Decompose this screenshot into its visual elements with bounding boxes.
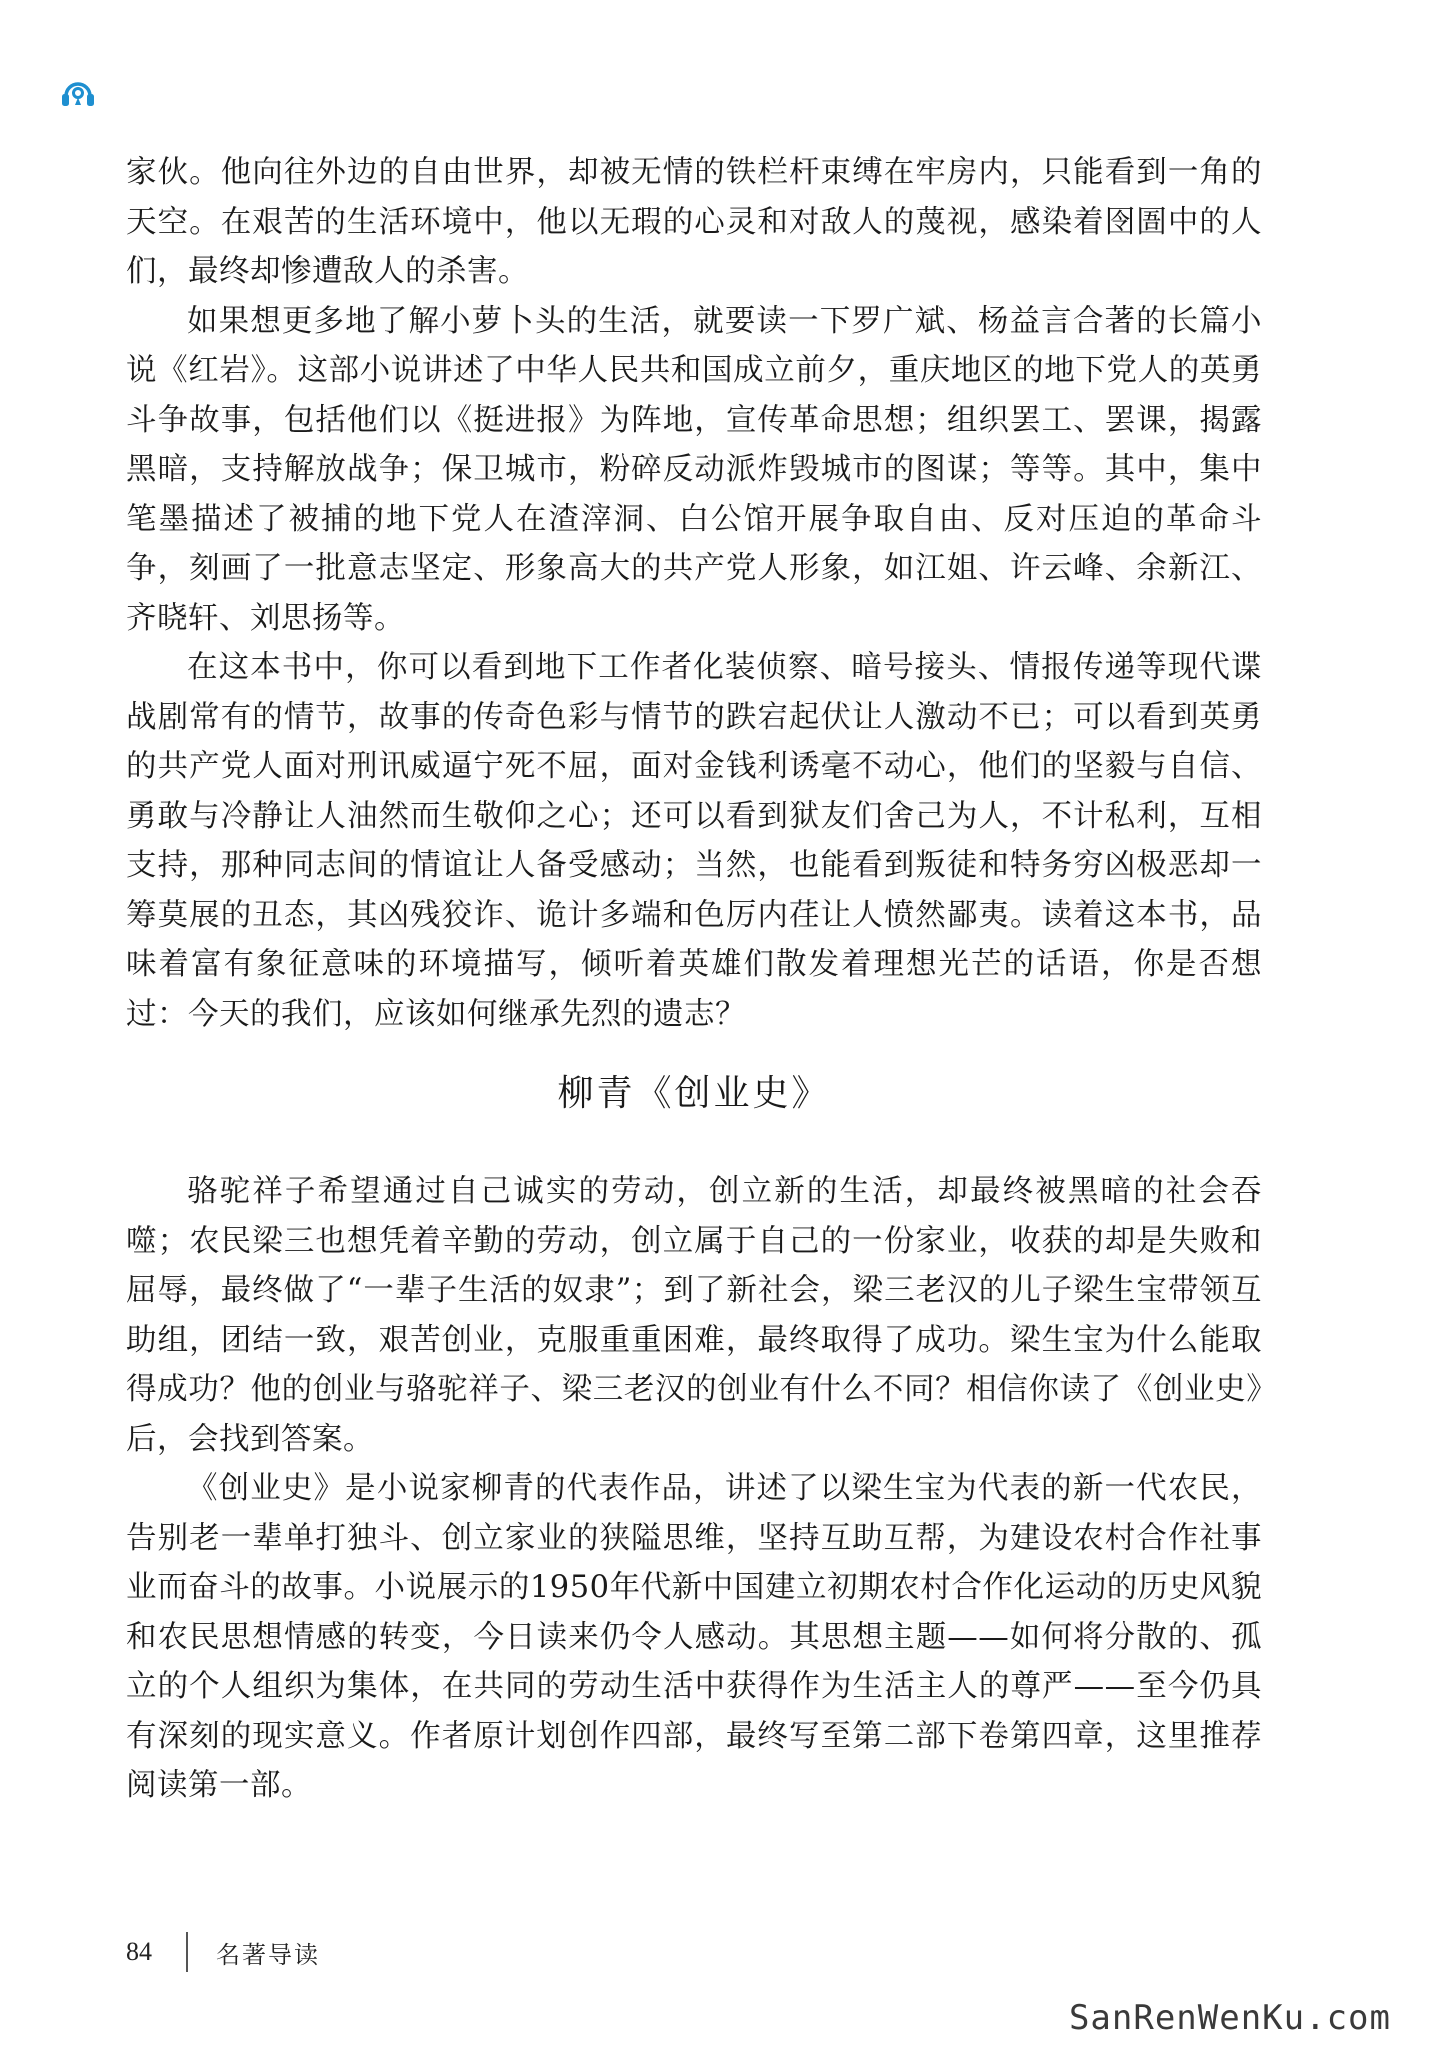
watermark: SanRenWenKu.com	[1068, 1998, 1391, 2038]
paragraph-5: 《创业史》是小说家柳青的代表作品，讲述了以梁生宝为代表的新一代农民，告别老一辈单打独斗、创立家业的狭隘思维，坚持互助互帮，为建设农村合作社事业而奋斗的故事。小说展示的1950年代新中国建立初期农村合作化运动的历史风貌和农民思想情感的转变，今日读来仍令人感动。其思想主题——如何将分散的、孤立的个人组织为集体，在共同的劳动生活中获得作为生活主人的尊严——至今仍具有深刻的现实意义。作者原计划创作四部，最终写至第二部下卷第四章，这里推荐阅读第一部。	[126, 1471, 1262, 1803]
footer-divider	[186, 1932, 188, 1972]
paragraph-4: 骆驼祥子希望通过自己诚实的劳动，创立新的生活，却最终被黑暗的社会吞噬；农民梁三也想凭着辛勤的劳动，创立属于自己的一份家业，收获的却是失败和屈辱，最终做了“一辈子生活的奴隶”；到了新社会，梁三老汉的儿子梁生宝带领互助组，团结一致，艰苦创业，克服重重困难，最终取得了成功。梁生宝为什么能取得成功？他的创业与骆驼祥子、梁三老汉的创业有什么不同？相信你读了《创业史》后，会找到答案。	[126, 1174, 1262, 1457]
book-series-title: 名著导读	[216, 1940, 320, 1969]
page-footer	[126, 1930, 320, 1974]
paragraph-1: 家伙。他向往外边的自由世界，却被无情的铁栏杆束缚在牢房内，只能看到一角的天空。在艰苦的生活环境中，他以无瑕的心灵和对敌人的蔑视，感染着囹圄中的人们，最终却惨遭敌人的杀害。	[126, 155, 1262, 289]
page-content	[126, 148, 1262, 1811]
page-number: 84	[126, 1937, 152, 1966]
paragraph-2: 如果想更多地了解小萝卜头的生活，就要读一下罗广斌、杨益言合著的长篇小说《红岩》。这部小说讲述了中华人民共和国成立前夕，重庆地区的地下党人的英勇斗争故事，包括他们以《挺进报》为阵地，宣传革命思想；组织罢工、罢课，揭露黑暗，支持解放战争；保卫城市，粉碎反动派炸毁城市的图谋；等等。其中，集中笔墨描述了被捕的地下党人在渣滓洞、白公馆开展争取自由、反对压迫的革命斗争，刻画了一批意志坚定、形象高大的共产党人形象，如江姐、许云峰、余新江、齐晓轩、刘思扬等。	[126, 303, 1262, 636]
section-title: 柳青《创业史》	[557, 1073, 831, 1114]
reading-headphone-icon	[58, 74, 98, 114]
paragraph-3: 在这本书中，你可以看到地下工作者化装侦察、暗号接头、情报传递等现代谍战剧常有的情节，故事的传奇色彩与情节的跌宕起伏让人激动不已；可以看到英勇的共产党人面对刑讯威逼宁死不屈，面对金钱利诱毫不动心，他们的坚毅与自信、勇敢与冷静让人油然而生敬仰之心；还可以看到狱友们舍己为人，不计私利，互相支持，那种同志间的情谊让人备受感动；当然，也能看到叛徒和特务穷凶极恶却一筹莫展的丑态，其凶残狡诈、诡计多端和色厉内荏让人愤然鄙夷。读着这本书，品味着富有象征意味的环境描写，倾听着英雄们散发着理想光芒的话语，你是否想过：今天的我们，应该如何继承先烈的遗志？	[126, 650, 1262, 1032]
